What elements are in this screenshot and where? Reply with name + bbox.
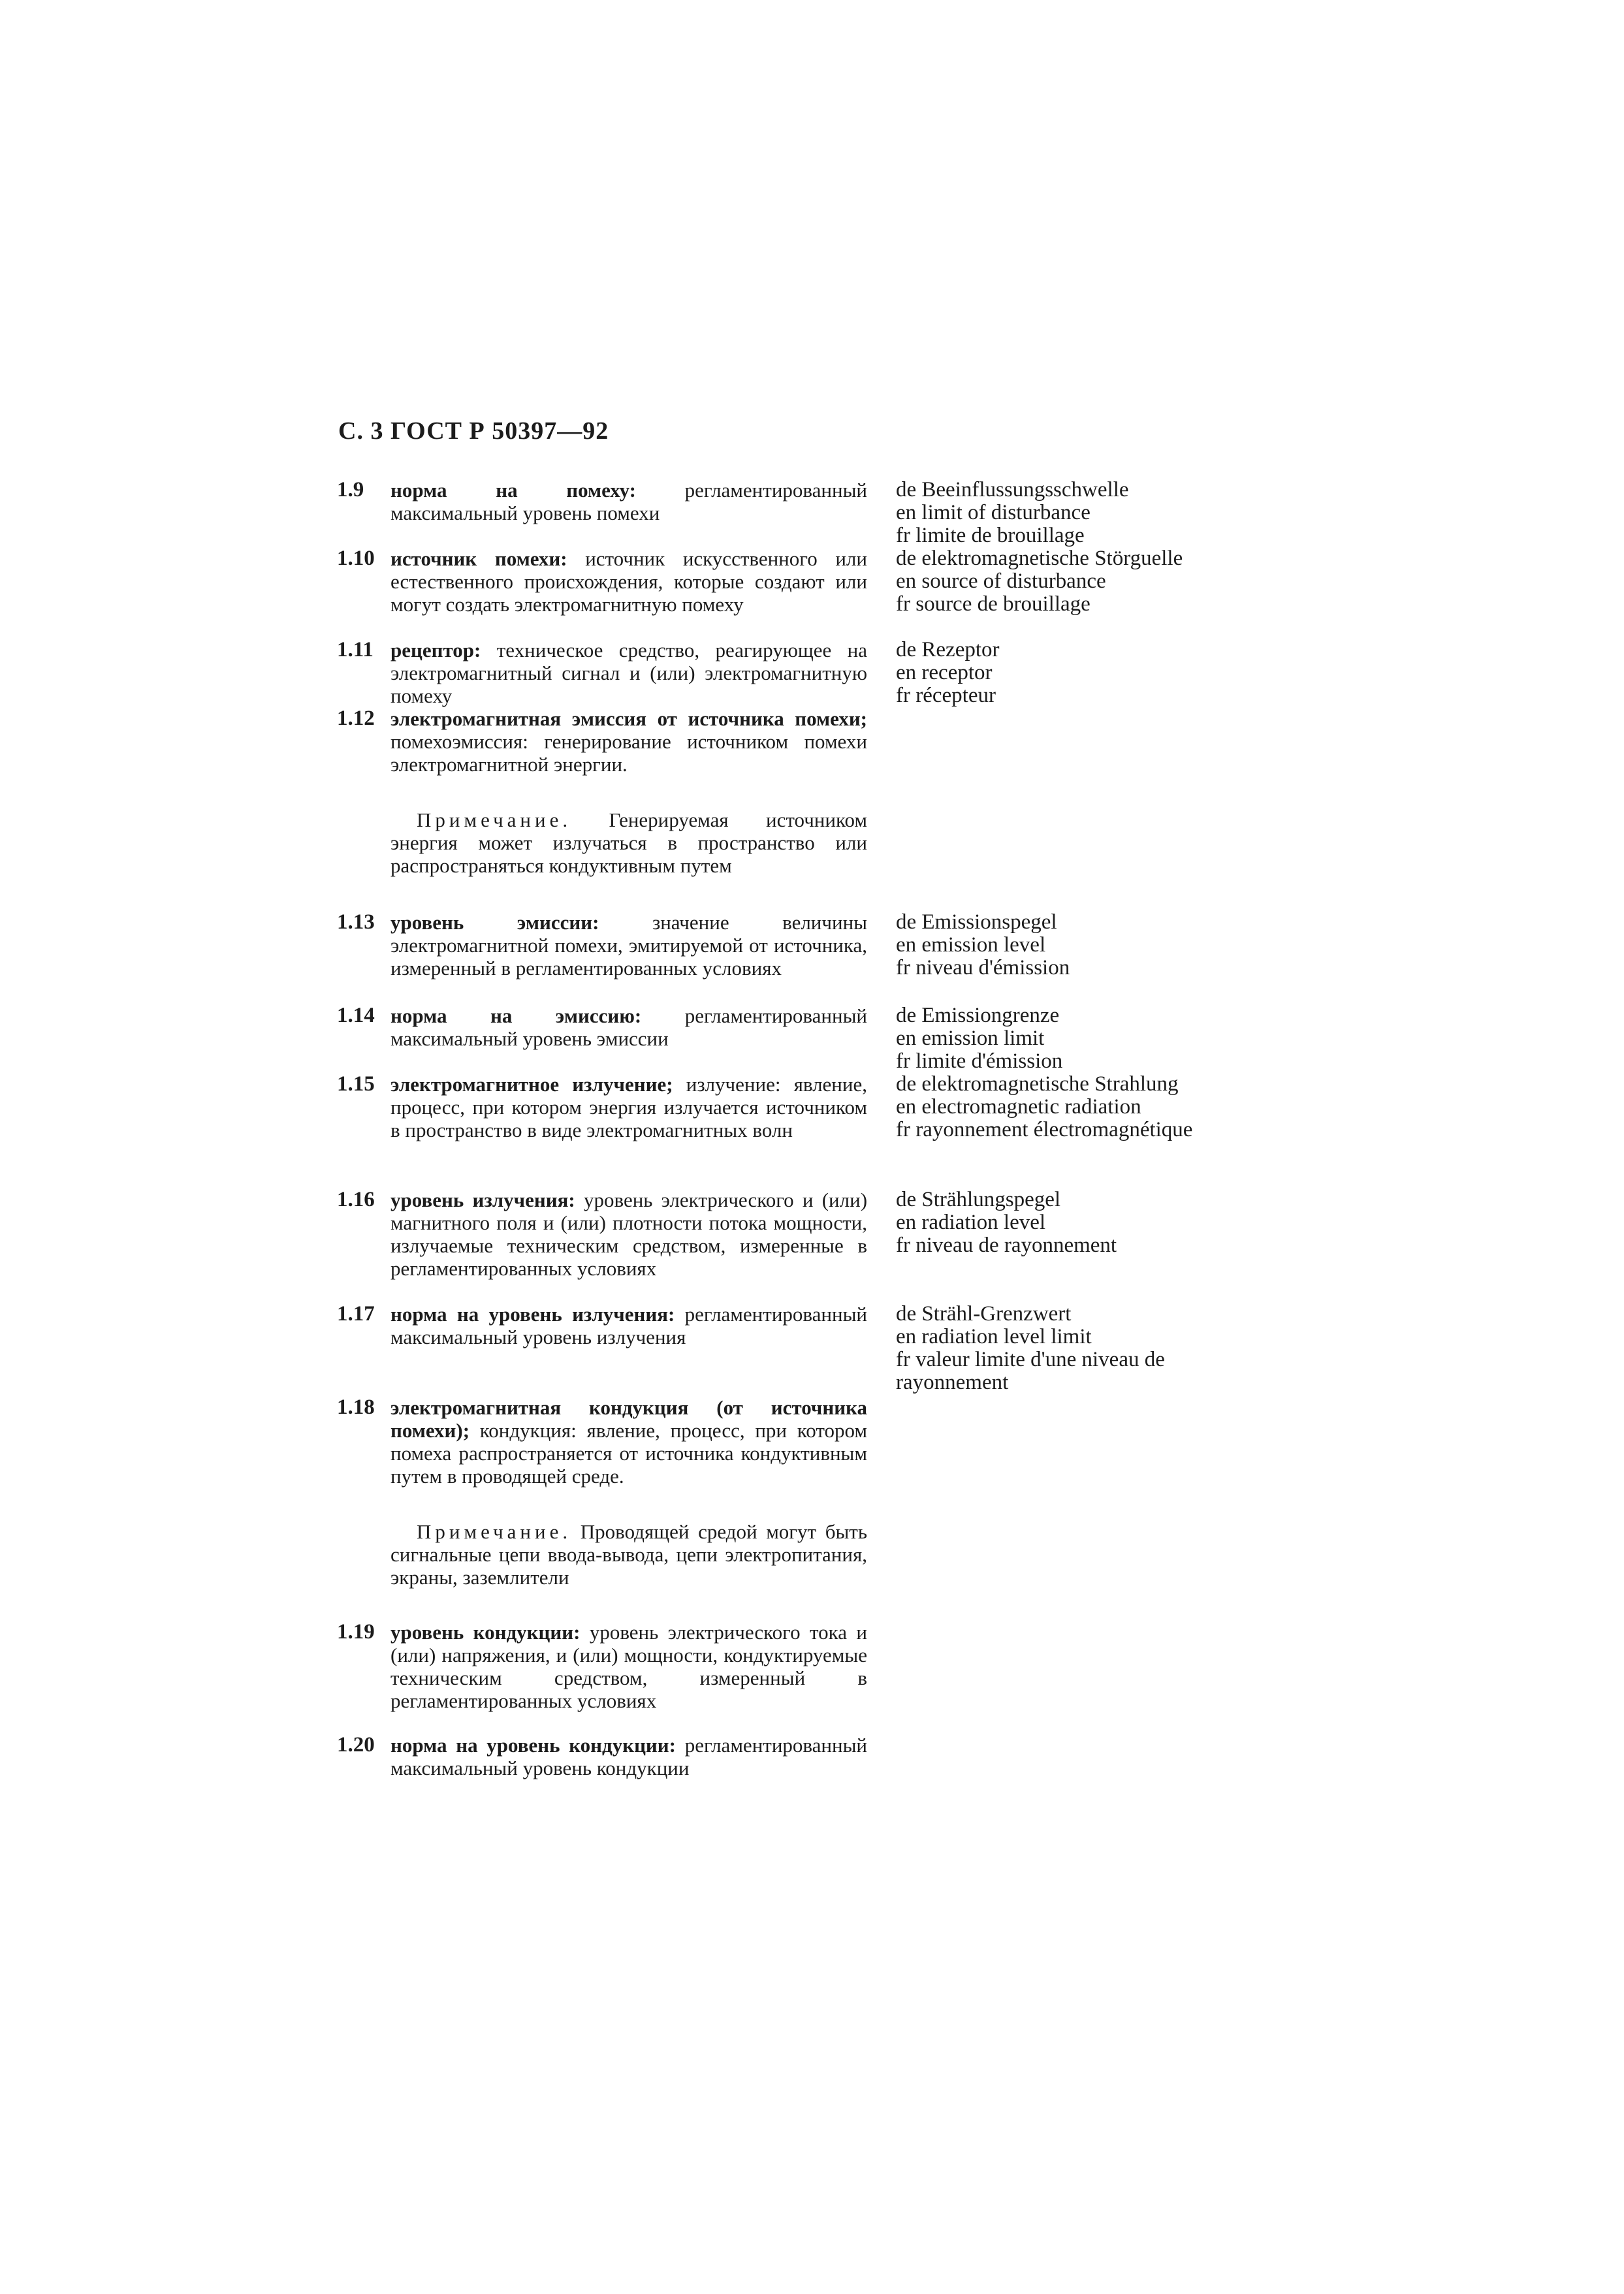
term-definition: помехоэмиссия: генерирование источником помехи электромагнитной энергии. (390, 730, 867, 776)
equivalent-de: de Strählungspegel (896, 1188, 1061, 1211)
term-number: 1.18 (337, 1395, 375, 1419)
equivalent-fr: fr niveau de rayonnement (896, 1234, 1117, 1257)
term-definition: техническое средство, реагирующее на электромагнитный сигнал и (или) электромагнитную помеху (390, 639, 868, 707)
term-definition: регламентированный максимальный уровень излучения (390, 1303, 867, 1348)
term-definition: уровень электрического тока и (или) напряжения, и (или) мощности, кондуктируемые техническим средством, измеренный в регламентированных условиях (390, 1621, 867, 1712)
note (390, 1520, 867, 1589)
equivalents-group (896, 1303, 1216, 1394)
equivalent-fr: fr niveau d'émission (896, 956, 1070, 980)
equivalent-en: en emission limit (896, 1027, 1045, 1050)
equivalents-group (896, 911, 1235, 980)
equivalent-de: de elektromagnetische Störguelle (896, 547, 1183, 570)
term-definition: значение величины электромагнитной помехи, эмитируемой от источника, измеренный в регламентированных условиях (390, 911, 867, 980)
equivalent-fr: fr source de brouillage (896, 592, 1091, 616)
term-definition: уровень электрического и (или) магнитного поля и (или) плотности потока мощности, излучаемые техническим средством, измеренные в регламентированных условиях (390, 1188, 868, 1280)
equivalents-group (896, 1073, 1209, 1141)
term-title: электромагнитная кондукция (от источника помехи); (390, 1396, 867, 1442)
equivalents-group (896, 547, 1252, 616)
note-label: Примечание. (417, 1520, 572, 1543)
equivalents-group (896, 1004, 1235, 1073)
term-title: рецептор: (390, 639, 481, 661)
term-entry (390, 547, 867, 616)
term-entry (390, 707, 867, 776)
equivalent-de: de Strähl-Grenzwert (896, 1302, 1072, 1326)
equivalents-group (896, 479, 1235, 547)
term-number: 1.16 (337, 1188, 375, 1211)
equivalents-group (896, 639, 1235, 707)
equivalent-en: en radiation level (896, 1211, 1046, 1234)
term-number: 1.17 (337, 1302, 375, 1326)
equivalent-de: de Beeinflussungsschwelle (896, 478, 1129, 502)
note-label: Примечание. (417, 808, 572, 831)
term-number: 1.15 (337, 1072, 375, 1096)
term-entry (390, 479, 867, 524)
equivalent-fr: fr rayonnement électromagnétique (896, 1118, 1193, 1141)
term-title: норма на эмиссию: (390, 1004, 642, 1027)
term-definition: регламентированный максимальный уровень помехи (390, 479, 867, 524)
term-entry (390, 1303, 867, 1348)
term-definition: кондукция: явление, процесс, при котором помеха распространяется от источника кондуктивным путем в проводящей среде. (390, 1419, 867, 1488)
term-entry (390, 1621, 867, 1712)
equivalent-en: en radiation level limit (896, 1325, 1092, 1348)
term-entry (390, 1188, 867, 1280)
term-number: 1.10 (337, 547, 375, 570)
equivalent-en: en emission level (896, 933, 1046, 957)
equivalent-de: de Emissiongrenze (896, 1004, 1060, 1027)
term-entry (390, 911, 867, 980)
equivalent-fr: fr limite de brouillage (896, 524, 1085, 547)
term-number: 1.14 (337, 1004, 375, 1027)
term-title: норма на помеху: (390, 479, 636, 502)
term-number: 1.13 (337, 910, 375, 934)
term-entry (390, 639, 867, 707)
equivalent-fr: fr récepteur (896, 684, 996, 707)
note-text: Генерируемая источником энергия может излучаться в пространство или распространяться кондуктивным путем (390, 808, 867, 877)
equivalent-de: de Emissionspegel (896, 910, 1057, 934)
term-number: 1.11 (337, 638, 374, 661)
term-title: электромагнитная эмиссия от источника помехи; (390, 707, 867, 730)
equivalent-en: en electromagnetic radiation (896, 1095, 1141, 1119)
term-definition: регламентированный максимальный уровень кондукции (390, 1734, 868, 1779)
term-number: 1.9 (337, 478, 364, 502)
term-number: 1.12 (337, 707, 375, 730)
term-definition: источник искусственного или естественного происхождения, которые создают или могут создать электромагнитную помеху (390, 547, 867, 616)
equivalent-en: en receptor (896, 661, 993, 684)
page-header: С. 3 ГОСТ Р 50397—92 (338, 417, 609, 445)
equivalent-en: en limit of disturbance (896, 501, 1091, 524)
term-number: 1.19 (337, 1620, 375, 1644)
equivalents-group (896, 1188, 1235, 1257)
note (390, 808, 867, 877)
term-definition: регламентированный максимальный уровень эмиссии (390, 1004, 868, 1050)
term-definition: излучение: явление, процесс, при котором энергия излучается источником в пространство в виде электромагнитных волн (390, 1073, 867, 1141)
equivalent-de: de Rezeptor (896, 638, 1000, 661)
term-entry (390, 1396, 867, 1488)
equivalent-en: en source of disturbance (896, 569, 1106, 593)
term-entry (390, 1073, 867, 1141)
term-entry (390, 1734, 867, 1779)
note-text: Проводящей средой могут быть сигнальные цепи ввода-вывода, цепи электропитания, экраны, заземлители (390, 1520, 867, 1589)
term-title: норма на уровень излучения: (390, 1303, 675, 1326)
term-title: источник помехи: (390, 547, 567, 570)
term-number: 1.20 (337, 1733, 375, 1757)
term-title: электромагнитное излучение; (390, 1073, 673, 1096)
equivalent-fr: fr valeur limite d'une niveau de rayonnement (896, 1348, 1165, 1394)
term-title: уровень кондукции: (390, 1621, 581, 1644)
term-title: уровень эмиссии: (390, 911, 599, 934)
equivalent-de: de elektromagnetische Strahlung (896, 1072, 1179, 1096)
term-title: уровень излучения: (390, 1188, 575, 1211)
equivalent-fr: fr limite d'émission (896, 1049, 1063, 1073)
term-entry (390, 1004, 867, 1050)
term-title: норма на уровень кондукции: (390, 1734, 676, 1757)
